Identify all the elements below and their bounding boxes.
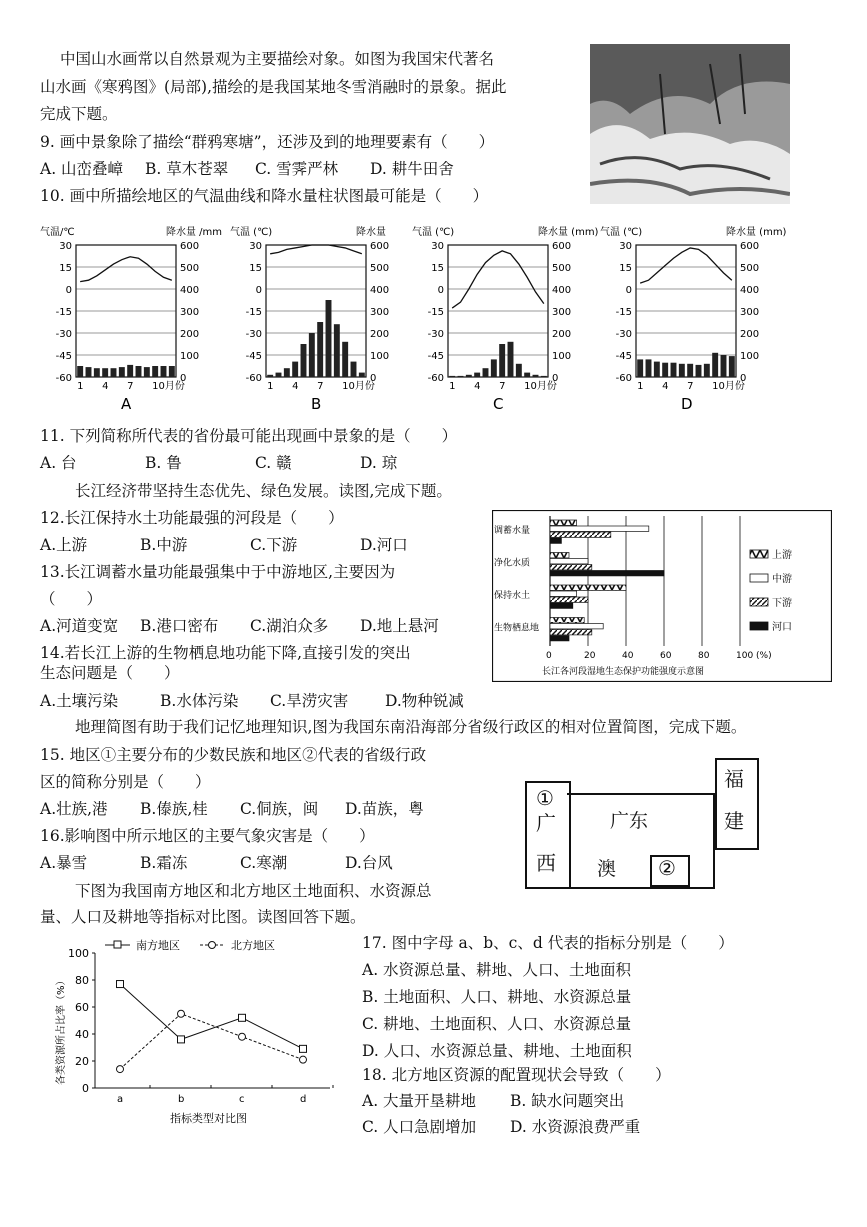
precip-tick: 500 (370, 263, 390, 274)
y-tick: 100 (68, 947, 89, 960)
temp-curve (270, 245, 362, 254)
q17-opt-c: C. 耕地、土地面积、人口、水资源总量 (362, 1015, 632, 1033)
y-tick: 0 (82, 1082, 89, 1095)
precip-bar (276, 373, 282, 377)
legend-swatch (750, 622, 768, 630)
precip-bar (127, 365, 133, 377)
temp-tick: 30 (619, 241, 632, 252)
precip-tick: 100 (180, 351, 200, 362)
q9-opt-c: C. 雪霁严林 (255, 160, 339, 178)
precip-bar (491, 359, 497, 377)
month-tick: 1 (449, 381, 456, 392)
precip-bar (508, 342, 514, 377)
q15-opt-c: C.侗族，闽 (240, 800, 319, 818)
precip-tick: 600 (370, 241, 390, 252)
precip-bar (524, 373, 530, 377)
y-axis-label: 各类资源所占比率（%） (56, 975, 67, 1085)
precip-bar (712, 353, 718, 377)
x-tick: 40 (622, 651, 634, 661)
precip-bar (77, 366, 83, 377)
resource-comparison-chart (50, 935, 350, 1125)
temp-tick: 30 (431, 241, 444, 252)
precip-tick: 600 (180, 241, 200, 252)
x-tick: 0 (546, 651, 552, 661)
q18-opt-c: C. 人口急剧增加 (362, 1118, 477, 1136)
q11-opt-c: C. 赣 (255, 454, 292, 472)
chart-letter: D (681, 395, 693, 413)
x-tick: b (178, 1094, 185, 1105)
precip-axis-label: 降水量 (356, 227, 386, 238)
q17-opt-a: A. 水资源总量、耕地、人口、土地面积 (362, 961, 632, 979)
precip-bar (119, 367, 125, 377)
y-tick: 80 (75, 974, 89, 987)
function-bar (550, 597, 588, 602)
q15-stem: 15. 地区①主要分布的少数民族和地区②代表的省级行政 (40, 746, 427, 764)
precip-axis-label: 降水量 (mm) (726, 227, 787, 238)
temp-curve (80, 257, 172, 282)
legend-marker-north (209, 942, 216, 949)
q15-opt-a: A.壮族,港 (40, 800, 108, 818)
q13-stem-2: （ ） (40, 590, 103, 608)
q11-stem: 11. 下列简称所代表的省份最可能出现画中景象的是（ ） (40, 427, 458, 445)
intro-3: 地理简图有助于我们记忆地理知识,图为我国东南沿海部分省级行政区的相对位置简图，完成下题。 (75, 718, 747, 736)
precip-bar (499, 344, 505, 377)
point-south (239, 1014, 246, 1021)
precip-bar (637, 359, 643, 377)
precip-tick: 100 (552, 351, 572, 362)
intro-line-2: 山水画《寒鸦图》(局部),描绘的是我国某地冬雪消融时的景象。据此 (40, 78, 507, 96)
precip-tick: 0 (180, 373, 187, 384)
fujian-label-1: 福 (724, 767, 744, 791)
function-bar (550, 553, 569, 558)
precip-tick: 400 (370, 285, 390, 296)
month-tick: 10月份 (712, 381, 745, 392)
temp-tick: -60 (245, 373, 262, 384)
temp-axis-label: 气温 (℃) (230, 227, 273, 238)
point-north (178, 1010, 185, 1017)
intro-line-1: 中国山水画常以自然景观为主要描绘对象。如图为我国宋代著名 (60, 50, 495, 68)
climate-chart-d (600, 225, 787, 413)
temp-tick: -45 (427, 351, 444, 362)
temp-tick: -45 (55, 351, 72, 362)
precip-tick: 0 (552, 373, 559, 384)
function-bar (550, 603, 573, 608)
climate-chart-b (230, 225, 389, 413)
macau-label: 澳 (597, 858, 617, 880)
q11-opt-b: B. 鲁 (145, 454, 182, 472)
temp-tick: 0 (255, 285, 262, 296)
temp-tick: 15 (619, 263, 632, 274)
temp-axis-label: 气温/℃ (40, 227, 75, 238)
chart-letter: B (311, 395, 322, 413)
point-south (178, 1036, 185, 1043)
legend-label: 河口 (772, 622, 792, 633)
precip-bar (86, 367, 92, 377)
precip-bar (458, 376, 464, 377)
temp-tick: -15 (615, 307, 632, 318)
month-tick: 1 (637, 381, 644, 392)
precip-bar (671, 363, 677, 377)
q12-opt-c: C.下游 (250, 536, 298, 554)
legend-swatch (750, 574, 768, 582)
point-south (117, 981, 124, 988)
temp-axis-label: 气温 (℃) (412, 227, 455, 238)
month-tick: 10月份 (524, 381, 557, 392)
q16-opt-a: A.暴雪 (40, 854, 88, 872)
precip-tick: 100 (370, 351, 390, 362)
temp-curve (452, 251, 544, 308)
category-label: 保持水土 (494, 591, 531, 601)
precip-tick: 300 (740, 307, 760, 318)
temp-tick: -30 (427, 329, 444, 340)
chart-caption: 长江各河段湿地生态保护功能强度示意图 (542, 667, 705, 677)
x-tick: 100 (%) (736, 651, 772, 661)
climate-chart-c (412, 225, 599, 413)
legend-label-north: 北方地区 (231, 939, 275, 952)
temp-tick: 0 (437, 285, 444, 296)
temp-tick: 15 (431, 263, 444, 274)
x-tick: d (300, 1094, 307, 1105)
month-tick: 7 (127, 381, 134, 392)
temp-tick: -60 (55, 373, 72, 384)
q12-opt-d: D.河口 (360, 536, 408, 554)
precip-bar (309, 333, 315, 377)
precip-bar (111, 368, 117, 377)
precip-tick: 400 (552, 285, 572, 296)
month-tick: 10月份 (152, 381, 185, 392)
precip-tick: 200 (180, 329, 200, 340)
precip-tick: 200 (740, 329, 760, 340)
x-tick: c (239, 1094, 245, 1105)
function-bar (550, 636, 569, 641)
function-bar (550, 559, 588, 564)
intro-4-line-2: 量、人口及耕地等指标对比图。读图回答下题。 (40, 908, 366, 926)
yangtze-function-chart (492, 510, 832, 682)
precip-bar (342, 342, 348, 377)
precip-tick: 600 (552, 241, 572, 252)
x-tick: a (117, 1094, 124, 1105)
month-tick: 4 (102, 381, 109, 392)
q18-opt-d: D. 水资源浪费严重 (510, 1118, 641, 1136)
precip-bar (334, 324, 340, 377)
q14-opt-c: C.旱涝灾害 (270, 692, 349, 710)
temp-tick: 30 (249, 241, 262, 252)
precip-bar (483, 368, 489, 377)
q18-opt-b: B. 缺水问题突出 (510, 1092, 625, 1110)
q9-opt-a: A. 山峦叠嶂 (40, 160, 124, 178)
q18-opt-a: A. 大量开垦耕地 (362, 1092, 477, 1110)
category-label: 调蓄水量 (494, 526, 531, 536)
precip-bar (301, 344, 307, 377)
precip-bar (449, 376, 455, 377)
precip-bar (696, 365, 702, 377)
precip-axis-label: 降水量 /mm (166, 227, 223, 238)
precip-bar (152, 366, 158, 377)
function-bar (550, 538, 561, 543)
point-north (239, 1033, 246, 1040)
precip-bar (284, 368, 290, 377)
temp-tick: -15 (427, 307, 444, 318)
precip-tick: 0 (740, 373, 747, 384)
guangxi-label-2: 西 (536, 851, 556, 875)
legend-swatch (750, 598, 768, 606)
precip-tick: 600 (740, 241, 760, 252)
legend-label: 中游 (772, 574, 792, 585)
guangdong-label: 广东 (610, 810, 649, 832)
intro-line-3: 完成下题。 (40, 105, 118, 123)
temp-tick: 15 (249, 263, 262, 274)
month-tick: 1 (77, 381, 84, 392)
temp-tick: -30 (615, 329, 632, 340)
guangdong-box (567, 793, 715, 889)
q10-stem: 10. 画中所描绘地区的气温曲线和降水量柱状图最可能是（ ） (40, 187, 489, 205)
precip-bar (317, 322, 323, 377)
q12-opt-b: B.中游 (140, 536, 188, 554)
precip-bar (169, 366, 175, 377)
precip-bar (721, 355, 727, 377)
q14-opt-a: A.土壤污染 (40, 692, 119, 710)
guangxi-label-1: 广 (536, 811, 556, 835)
precip-tick: 100 (740, 351, 760, 362)
series-line (120, 984, 303, 1049)
function-bar (550, 624, 603, 629)
q16-stem: 16.影响图中所示地区的主要气象灾害是（ ） (40, 827, 375, 845)
month-tick: 7 (687, 381, 694, 392)
q18-stem: 18. 北方地区资源的配置现状会导致（ ） (362, 1066, 671, 1084)
precip-tick: 300 (180, 307, 200, 318)
precip-bar (466, 375, 472, 377)
month-tick: 4 (662, 381, 669, 392)
precip-bar (729, 356, 735, 377)
function-bar (550, 532, 611, 537)
function-bar (550, 630, 592, 635)
climate-chart-a (40, 225, 222, 413)
temp-tick: -15 (55, 307, 72, 318)
month-tick: 7 (317, 381, 324, 392)
legend-label: 上游 (772, 550, 792, 561)
precip-tick: 500 (740, 263, 760, 274)
function-bar (550, 526, 649, 531)
point-north (300, 1056, 307, 1063)
point-north (117, 1066, 124, 1073)
region-2-label: ② (658, 856, 676, 880)
precip-bar (267, 375, 273, 377)
precip-bar (646, 359, 652, 377)
temp-tick: -30 (245, 329, 262, 340)
temp-tick: 15 (59, 263, 72, 274)
month-tick: 1 (267, 381, 274, 392)
point-south (300, 1045, 307, 1052)
function-bar (550, 520, 577, 525)
q16-opt-b: B.霜冻 (140, 854, 188, 872)
painting-image (590, 44, 790, 204)
precip-tick: 300 (552, 307, 572, 318)
q13-opt-d: D.地上悬河 (360, 617, 439, 635)
intro-4-line-1: 下图为我国南方地区和北方地区土地面积、水资源总 (75, 882, 432, 900)
q12-stem: 12.长江保持水土功能最强的河段是（ ） (40, 509, 344, 527)
precip-bar (654, 362, 660, 377)
y-tick: 60 (75, 1001, 89, 1014)
x-tick: 20 (584, 651, 596, 661)
precip-bar (679, 364, 685, 377)
precip-bar (144, 367, 150, 377)
precip-tick: 0 (370, 373, 377, 384)
q15-opt-b: B.傣族,桂 (140, 800, 208, 818)
precip-bar (94, 368, 100, 377)
month-tick: 10月份 (342, 381, 375, 392)
precip-bar (662, 363, 668, 377)
category-label: 生物栖息地 (494, 623, 540, 634)
precip-bar (161, 366, 167, 377)
function-bar (550, 618, 584, 623)
q14-opt-d: D.物种锐减 (385, 692, 464, 710)
fujian-label-2: 建 (724, 809, 744, 833)
precip-bar (102, 368, 108, 377)
precip-tick: 500 (180, 263, 200, 274)
chart-letter: A (121, 395, 132, 413)
precip-axis-label: 降水量 (mm) (538, 227, 599, 238)
q14-stem: 14.若长江上游的生物栖息地功能下降,直接引发的突出 (40, 644, 411, 662)
precip-bar (533, 375, 539, 377)
precip-bar (687, 364, 693, 377)
x-tick: 80 (698, 651, 710, 661)
q15-stem-2: 区的简称分别是（ ） (40, 773, 211, 791)
precip-bar (704, 364, 710, 377)
q16-opt-c: C.寒潮 (240, 854, 288, 872)
chart-letter: C (493, 395, 504, 413)
function-bar (550, 571, 664, 576)
temp-tick: -60 (615, 373, 632, 384)
temp-tick: 0 (625, 285, 632, 296)
q17-stem: 17. 图中字母 a、b、c、d 代表的指标分别是（ ） (362, 934, 734, 952)
q13-opt-b: B.港口密布 (140, 617, 219, 635)
function-bar (550, 585, 626, 590)
q14-opt-b: B.水体污染 (160, 692, 239, 710)
temp-curve (640, 248, 732, 283)
q17-opt-d: D. 人口、水资源总量、耕地、土地面积 (362, 1042, 632, 1060)
legend-label: 下游 (772, 598, 792, 609)
q15-opt-d: D.苗族，粤 (345, 800, 424, 818)
series-line (120, 1014, 303, 1069)
temp-tick: -60 (427, 373, 444, 384)
q13-opt-a: A.河道变宽 (40, 617, 119, 635)
q11-opt-a: A. 台 (40, 454, 77, 472)
q11-opt-d: D. 琼 (360, 454, 398, 472)
temp-tick: 30 (59, 241, 72, 252)
region-1-label: ① (536, 786, 554, 810)
precip-bar (474, 373, 480, 377)
q14-stem-2: 生态问题是（ ） (40, 664, 180, 682)
month-tick: 7 (499, 381, 506, 392)
precip-tick: 400 (180, 285, 200, 296)
temp-axis-label: 气温 (℃) (600, 227, 643, 238)
legend-swatch (750, 550, 768, 558)
q9-opt-b: B. 草木苍翠 (145, 160, 229, 178)
x-tick: 60 (660, 651, 672, 661)
climate-charts (40, 215, 800, 415)
q9-opt-d: D. 耕牛田舍 (370, 160, 454, 178)
q12-opt-a: A.上游 (40, 536, 88, 554)
precip-bar (516, 364, 522, 377)
intro-2: 长江经济带坚持生态优先、绿色发展。读图,完成下题。 (75, 482, 452, 500)
month-tick: 4 (474, 381, 481, 392)
precip-tick: 500 (552, 263, 572, 274)
q17-opt-b: B. 土地面积、人口、耕地、水资源总量 (362, 988, 632, 1006)
precip-bar (541, 376, 547, 377)
function-bar (550, 591, 577, 596)
precip-tick: 200 (370, 329, 390, 340)
y-tick: 40 (75, 1028, 89, 1041)
x-axis-label: 指标类型对比图 (170, 1112, 247, 1125)
precip-bar (136, 366, 142, 377)
legend-marker-south (114, 941, 121, 948)
temp-tick: -45 (615, 351, 632, 362)
precip-bar (292, 362, 298, 377)
q16-opt-d: D.台风 (345, 854, 393, 872)
y-tick: 20 (75, 1055, 89, 1068)
precip-bar (359, 373, 365, 377)
temp-tick: -45 (245, 351, 262, 362)
function-bar (550, 565, 592, 570)
precip-tick: 400 (740, 285, 760, 296)
category-label: 净化水质 (494, 558, 531, 569)
q9-stem: 9. 画中景象除了描绘“群鸦寒塘”，还涉及到的地理要素有（ ） (40, 133, 495, 151)
precip-bar (326, 300, 332, 377)
month-tick: 4 (292, 381, 299, 392)
q13-stem: 13.长江调蓄水量功能最强集中于中游地区,主要因为 (40, 563, 396, 581)
temp-tick: -15 (245, 307, 262, 318)
precip-bar (351, 362, 357, 377)
legend-label-south: 南方地区 (136, 939, 180, 952)
precip-tick: 300 (370, 307, 390, 318)
precip-tick: 200 (552, 329, 572, 340)
q13-opt-c: C.湖泊众多 (250, 617, 329, 635)
temp-tick: 0 (65, 285, 72, 296)
temp-tick: -30 (55, 329, 72, 340)
